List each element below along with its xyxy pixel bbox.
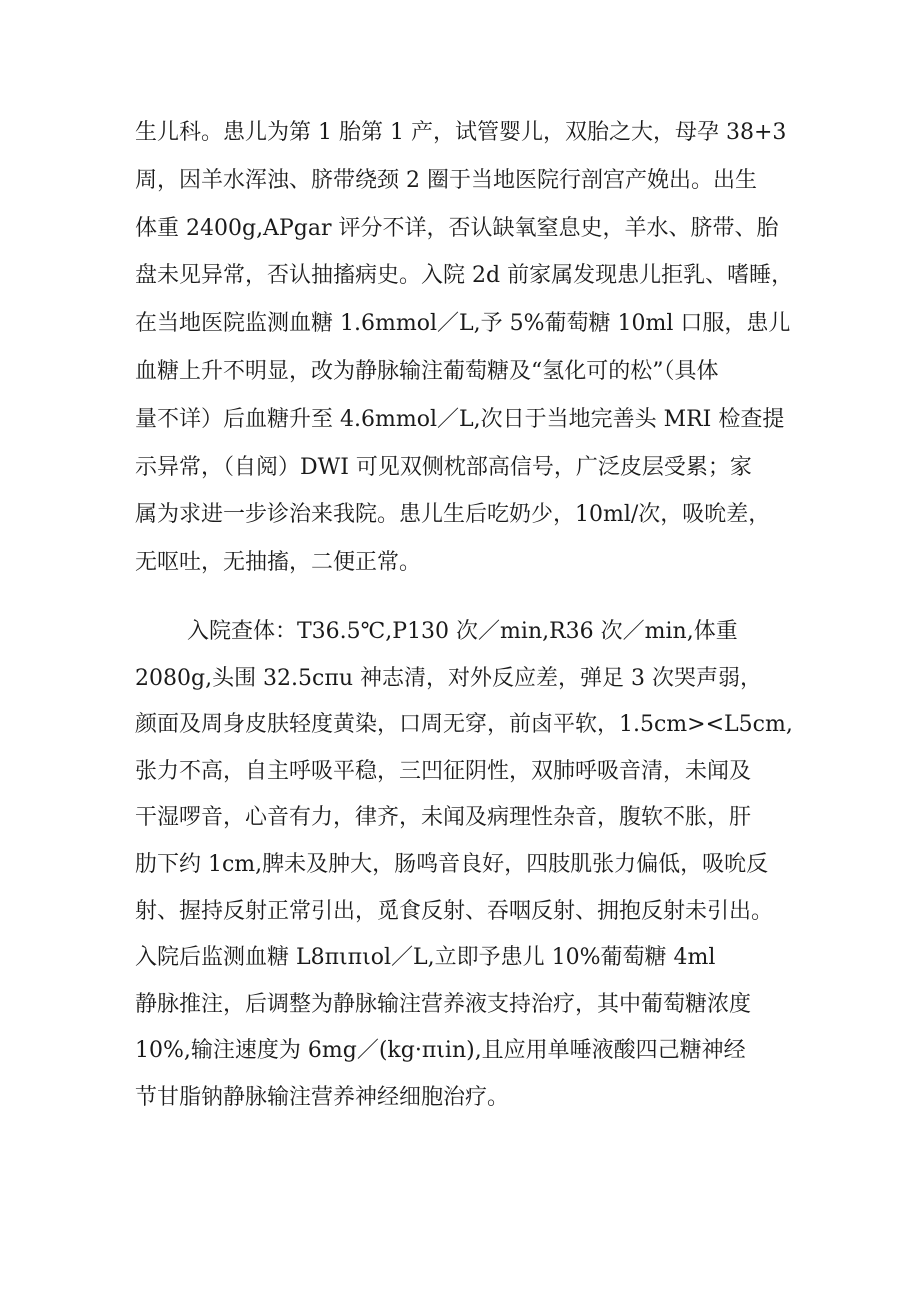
text-line: 射、握持反射正常引出，觅食反射、吞咽反射、拥抱反射未引出。: [135, 899, 774, 924]
text-line: 10%,输注速度为 6mg／(kg·πιin),且应用单唾液酸四己糖神经: [135, 1038, 746, 1063]
text-line: 属为求进一步诊治来我院。患儿生后吃奶少，10ml/次，吸吮差，: [135, 502, 771, 527]
text-line: 颜面及周身皮肤轻度黄染，口周无穿，前卤平软，1.5cm><L5cm,: [135, 712, 793, 737]
text-line: 血糖上升不明显，改为静脉输注葡萄糖及“氢化可的松”（具体: [135, 359, 719, 384]
text-line: 无呕吐，无抽搐，二便正常。: [135, 550, 422, 575]
text-line: 示异常，（自阅）DWI 可见双侧枕部高信号，广泛皮层受累；家: [135, 455, 752, 480]
text-line: 静脉推注，后调整为静脉输注营养液支持治疗，其中葡萄糖浓度: [135, 992, 752, 1017]
text-line: 张力不高，自主呼吸平稳，三凹征阴性，双肺呼吸音清，未闻及: [135, 759, 752, 784]
text-line: 干湿啰音，心音有力，律齐，未闻及病理性杂音，腹软不胀，肝: [135, 805, 752, 830]
text-line: 在当地医院监测血糖 1.6mmol／L,予 5%葡萄糖 10ml 口服，患儿: [135, 311, 791, 336]
text-line: 体重 2400g,APgar 评分不详，否认缺氧窒息史，羊水、脐带、胎: [135, 216, 779, 241]
text-line: 节甘脂钠静脉输注营养神经细胞治疗。: [135, 1085, 510, 1110]
text-line: 周，因羊水浑浊、脐带绕颈 2 圈于当地医院行剖宫产娩出。出生: [135, 168, 757, 193]
text-line: 量不详）后血糖升至 4.6mmol／L,次日于当地完善头 MRI 检查提: [135, 407, 785, 432]
text-line: 入院查体：T36.5℃,P130 次／min,R36 次／min,体重: [187, 619, 738, 644]
text-line: 盘未见异常，否认抽搐病史。入院 2d 前家属发现患儿拒乳、嗜睡，: [135, 263, 794, 288]
text-line: 肋下约 1cm,脾未及肿大，肠鸣音良好，四肢肌张力偏低，吸吮反: [135, 852, 769, 877]
text-line: 2080g,头围 32.5cπu 神志清，对外反应差，弹足 3 次哭声弱，: [135, 666, 762, 691]
text-line: 生儿科。患儿为第 1 胎第 1 产，试管婴儿，双胎之大，母孕 38+3: [135, 120, 787, 145]
text-line: 入院后监测血糖 L8πιπιol／L,立即予患儿 10%葡萄糖 4ml: [135, 945, 716, 970]
